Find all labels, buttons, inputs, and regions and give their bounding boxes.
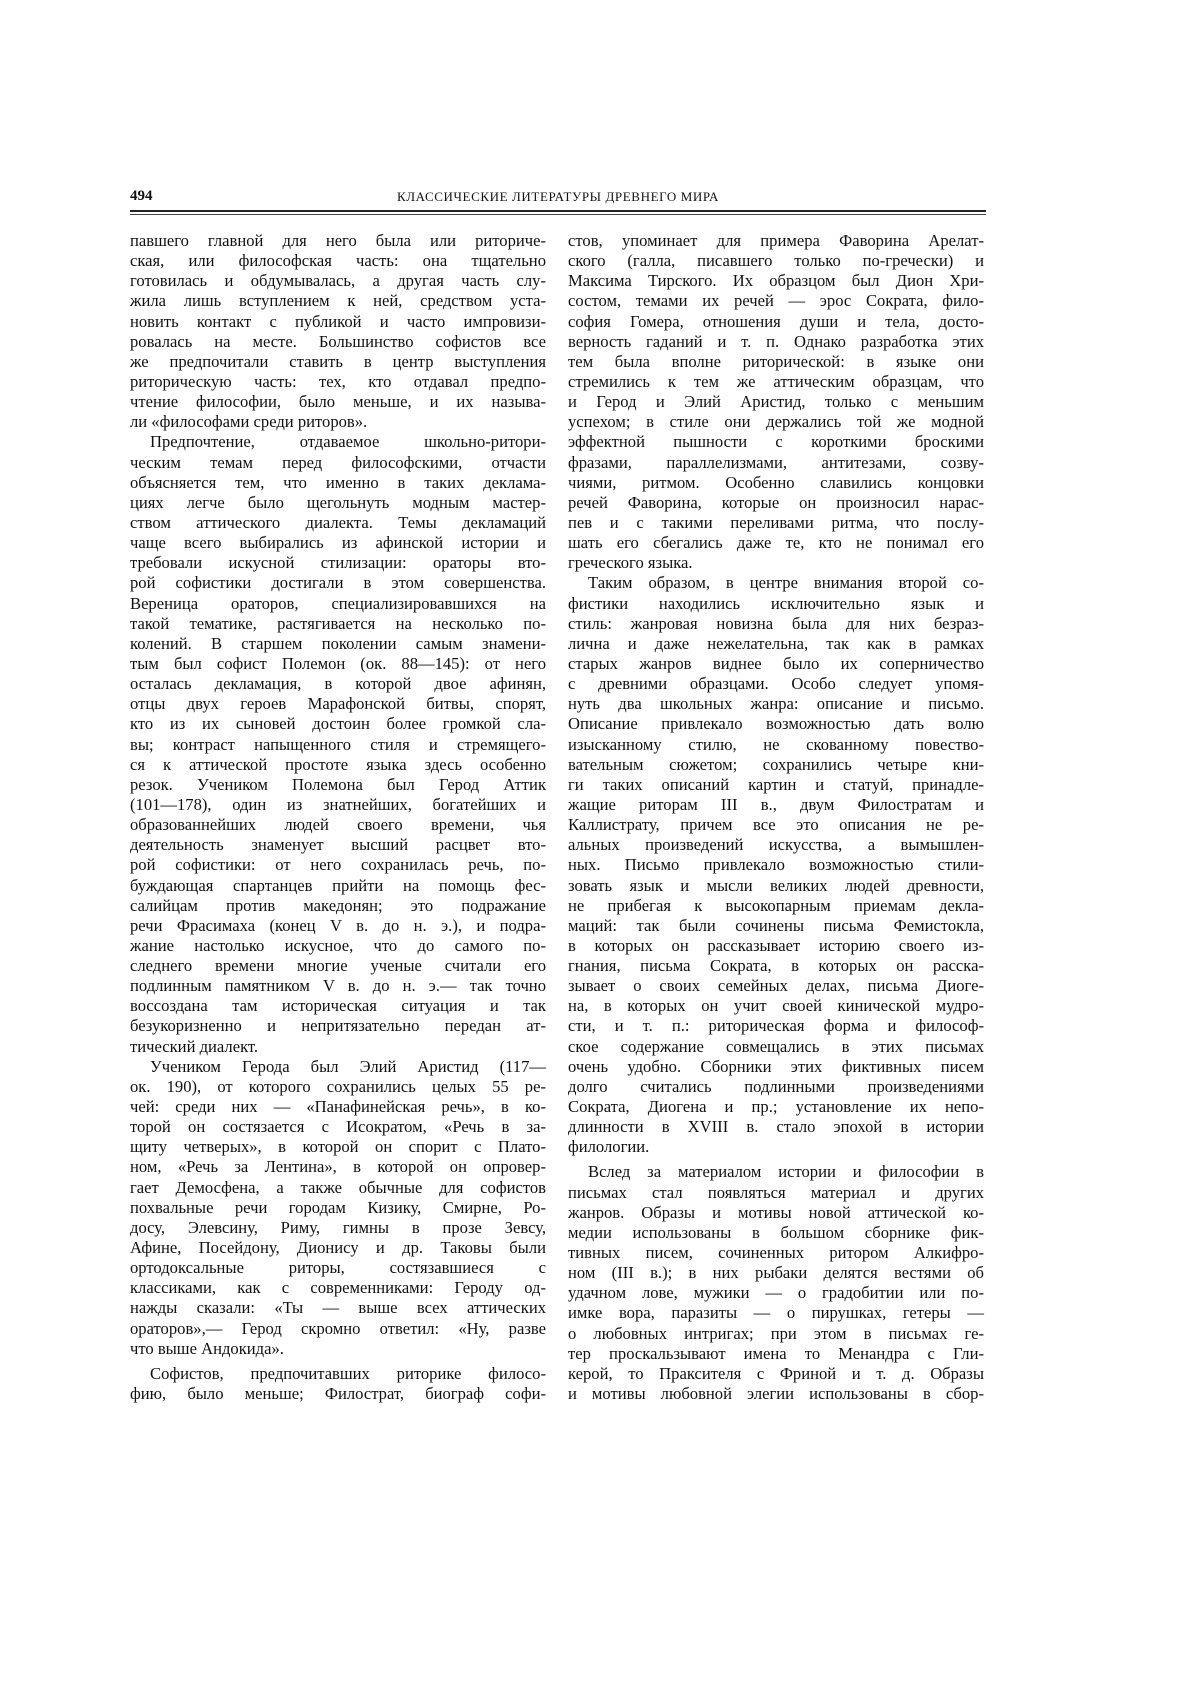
text-line: досу, Элевсину, Риму, гимны в прозе Зевсу,	[130, 1217, 546, 1237]
text-line: колений. В старшем поколении самым знамени-	[130, 633, 546, 653]
text-line: чтение философии, было меньше, и их называ-	[130, 392, 546, 412]
text-line: ством аттического диалекта. Темы декламаций	[130, 512, 546, 532]
text-line: ровалась на месте. Большинство софистов все	[130, 331, 546, 351]
text-line: лична и даже нежелательна, так как в рамках	[568, 633, 984, 653]
running-header	[130, 188, 986, 208]
text-line: подлинным памятником V в. до н. э.— так точно	[130, 976, 546, 996]
text-line: Афине, Посейдону, Дионису и др. Таковы были	[130, 1238, 546, 1258]
text-line: Софистов, предпочитавших риторике филосо-	[150, 1363, 546, 1383]
text-line: ном (III в.); в них рыбаки делятся вестями об	[568, 1263, 984, 1283]
text-line: пев и с такими переливами ритма, что послу-	[568, 512, 984, 532]
text-line: и Герод и Элий Аристид, только с меньшим	[568, 392, 984, 412]
text-line: ское содержание совмещались в этих письмах	[568, 1036, 984, 1056]
right-column	[568, 231, 984, 1404]
text-line: объясняется тем, что именно в таких деклама-	[130, 472, 546, 492]
text-line: ская, или философская часть: она тщательно	[130, 251, 546, 271]
text-line: вательным сюжетом; сохранились четыре кни-	[568, 754, 984, 774]
text-line: Вслед за материалом истории и философии в	[588, 1162, 984, 1182]
text-line: альных произведений искусства, а вымышлен-	[568, 835, 984, 855]
text-line: нуть два школьных жанра: описание и письмо.	[568, 694, 984, 714]
text-line: фразами, параллелизмами, антитезами, созву-	[568, 452, 984, 472]
text-line: что выше Андокида».	[130, 1338, 284, 1358]
text-line: о любовных интригах; при этом в письмах ге-	[568, 1323, 984, 1343]
text-line: рой софистики: от него сохранилась речь, по-	[130, 855, 546, 875]
text-line: требовали искусной стилизации: ораторы вто-	[130, 553, 546, 573]
header-rule	[130, 210, 986, 212]
text-line: керой, то Праксителя с Фриной и т. д. Образы	[568, 1363, 984, 1383]
text-line: тым был софист Полемон (ок. 88—145): от него	[130, 653, 546, 673]
text-line: сти, и т. п.: риторическая форма и философ-	[568, 1016, 984, 1036]
text-line: готовилась и обдумывалась, а другая часть слу-	[130, 271, 546, 291]
text-line: стов, упоминает для примера Фаворина Арелат-	[568, 231, 984, 250]
text-line: фию, было меньше; Филострат, биограф софи-	[130, 1384, 546, 1404]
header-rule-thin	[130, 214, 986, 215]
text-line: образованнейших людей своего времени, чья	[130, 815, 546, 835]
text-line: зовать язык и мысли великих людей древности,	[568, 875, 984, 895]
text-line: ораторов»,— Герод скромно ответил: «Ну, разве	[130, 1318, 546, 1338]
text-line: осталась декламация, в которой двое афинян,	[130, 674, 546, 694]
text-line: же предпочитали ставить в центр выступления	[130, 351, 546, 371]
text-line: на, в которых он учит своей кинической мудро-	[568, 996, 984, 1016]
text-line: ортодоксальные риторы, состязавшиеся с	[130, 1258, 546, 1278]
text-line: состом, темами их речей — эрос Сократа, фило-	[568, 291, 984, 311]
text-line: салийцам против македонян; это подражание	[130, 895, 546, 915]
paragraph	[130, 1057, 546, 1359]
text-line: в которых он рассказывает историю своего из-	[568, 935, 984, 955]
text-line: Описание привлекало возможностью дать волю	[568, 714, 984, 734]
text-line: греческого языка.	[568, 553, 693, 573]
text-line: ок. 190), от которого сохранились целых 55 ре-	[130, 1076, 546, 1096]
text-line: жанров. Образы и мотивы новой аттической ко-	[568, 1202, 984, 1222]
paragraph	[130, 231, 546, 432]
text-line: кто из их сыновей достоин более громкой сла-	[130, 714, 546, 734]
text-line: ского (галла, писавшего только по-гречески) и	[568, 251, 984, 271]
text-line: Каллистрату, причем все это описания не ре-	[568, 815, 984, 835]
text-line: ных. Письмо привлекало возможностью стили-	[568, 855, 984, 875]
text-line: павшего главной для него была или риториче-	[130, 231, 546, 250]
text-line: Таким образом, в центре внимания второй со-	[588, 573, 984, 593]
text-line: (101—178), один из знатнейших, богатейших и	[130, 794, 546, 814]
text-line: фистики находились исключительно язык и	[568, 593, 984, 613]
text-line: циях легче было щегольнуть модным мастер-	[130, 492, 546, 512]
text-line: буждающая спартанцев прийти на помощь фес-	[130, 875, 546, 895]
text-line: софия Гомера, отношения души и тела, досто-	[568, 311, 984, 331]
paragraph	[568, 573, 984, 1157]
text-line: чиями, ритмом. Особенно славились концовки	[568, 472, 984, 492]
page-number: 494	[130, 188, 153, 204]
text-line: старых жанров виднее было их соперничество	[568, 653, 984, 673]
text-line: маций: так были сочинены письма Фемистокла,	[568, 915, 984, 935]
text-line: воссоздана там историческая ситуация и так	[130, 996, 546, 1016]
text-line: тем была вполне риторической: в языке они	[568, 351, 984, 371]
text-line: речей Фаворина, которые он произносил нарас-	[568, 492, 984, 512]
text-line: отцы двух героев Марафонской битвы, спорят,	[130, 694, 546, 714]
text-line: с древними образцами. Особо следует упомя-	[568, 674, 984, 694]
paragraph	[568, 1162, 984, 1404]
text-line: письмах стал появляться материал и других	[568, 1182, 984, 1202]
text-line: тивных писем, сочиненных ритором Алкифро-	[568, 1243, 984, 1263]
text-line: изысканному стилю, не скованному повество-	[568, 734, 984, 754]
text-line: новить контакт с публикой и часто импровизи-	[130, 311, 546, 331]
text-line: и мотивы любовной элегии использованы в сбор-	[568, 1384, 984, 1404]
text-line: филологии.	[568, 1137, 650, 1157]
text-line: Максима Тирского. Их образцом был Дион Хри-	[568, 271, 984, 291]
paragraph	[568, 231, 984, 573]
text-line: Сократа, Диогена и пр.; установление их непо-	[568, 1097, 984, 1117]
text-line: такой тематике, растягивается на несколько по-	[130, 613, 546, 633]
text-line: успехом; в стиле они держались той же модной	[568, 412, 984, 432]
text-line: ся к аттической простоте языка здесь особенно	[130, 754, 546, 774]
text-line: рой софистики достигали в этом совершенства.	[130, 573, 546, 593]
text-line: чей: среди них — «Панафинейская речь», в ко-	[130, 1097, 546, 1117]
text-line: ли «философами среди риторов».	[130, 412, 368, 432]
running-title: КЛАССИЧЕСКИЕ ЛИТЕРАТУРЫ ДРЕВНЕГО МИРА	[396, 189, 720, 204]
text-line: резок. Учеником Полемона был Герод Аттик	[130, 774, 546, 794]
text-line: стремились к тем же аттическим образцам, что	[568, 371, 984, 391]
text-line: ги таких описаний картин и статуй, принадле-	[568, 774, 984, 794]
text-line: верность гаданий и т. п. Однако разработка этих	[568, 331, 984, 351]
text-line: зывает о своих семейных делах, письма Диоге-	[568, 976, 984, 996]
text-line: классиками, как с современниками: Героду од-	[130, 1278, 546, 1298]
text-line: жащие риторам III в., двум Филостратам и	[568, 794, 984, 814]
text-line: тер проскальзывают имена то Менандра с Гли-	[568, 1343, 984, 1363]
text-line: Вереница ораторов, специализировавшихся на	[130, 593, 546, 613]
text-line: чаще всего выбирались из афинской истории и	[130, 533, 546, 553]
text-line: гнания, письма Сократа, в которых он расска-	[568, 956, 984, 976]
text-line: торой он состязается с Исократом, «Речь в за-	[130, 1117, 546, 1137]
text-line: удачном лове, мужики — о градобитии или по-	[568, 1283, 984, 1303]
text-line: похвальные речи городам Кизику, Смирне, Ро-	[130, 1197, 546, 1217]
text-line: тический диалект.	[130, 1036, 259, 1056]
text-line: нажды сказали: «Ты — выше всех аттических	[130, 1298, 546, 1318]
text-line: очень удобно. Сборники этих фиктивных писем	[568, 1056, 984, 1076]
text-line: деятельность знаменует высший расцвет вто-	[130, 835, 546, 855]
text-line: Предпочтение, отдаваемое школьно-ритори-	[150, 432, 546, 452]
text-line: Учеником Герода был Элий Аристид (117—	[150, 1056, 546, 1076]
text-line: гает Демосфена, а также обычные для софистов	[130, 1177, 546, 1197]
left-column	[130, 231, 546, 1404]
text-line: шать его сбегались даже те, кто не понимал его	[568, 533, 984, 553]
text-line: жила лишь вступлением к ней, средством уста-	[130, 291, 546, 311]
paragraph	[130, 1364, 546, 1404]
text-line: длинности в XVIII в. стало эпохой в истории	[568, 1117, 984, 1137]
text-line: медии использованы в большом сборнике фик-	[568, 1222, 984, 1242]
text-line: безукоризненно и непритязательно передан ат-	[130, 1016, 546, 1036]
text-line: эффектной пышности с короткими броскими	[568, 432, 984, 452]
text-line: щиту четверых», в которой он спорит с Плато-	[130, 1137, 546, 1157]
text-line: ческим темам перед философскими, отчасти	[130, 452, 546, 472]
text-line: не прибегая к высокопарным приемам декла-	[568, 895, 984, 915]
text-line: ном, «Речь за Лентина», в которой он опровер-	[130, 1157, 546, 1177]
text-line: следнего времени многие ученые считали его	[130, 956, 546, 976]
text-line: риторическую часть: тех, кто отдавал предпо-	[130, 371, 546, 391]
paragraph	[130, 432, 546, 1056]
text-line: вы; контраст напыщенного стиля и стремящего-	[130, 734, 546, 754]
text-line: имке вора, паразиты — о пирушках, гетеры —	[568, 1303, 984, 1323]
text-line: стиль: жанровая новизна была для них безраз-	[568, 613, 984, 633]
text-line: долго считались подлинными произведениями	[568, 1076, 984, 1096]
text-line: жание настолько искусное, что до самого по-	[130, 935, 546, 955]
text-line: речи Фрасимаха (конец V в. до н. э.), и подра-	[130, 915, 546, 935]
